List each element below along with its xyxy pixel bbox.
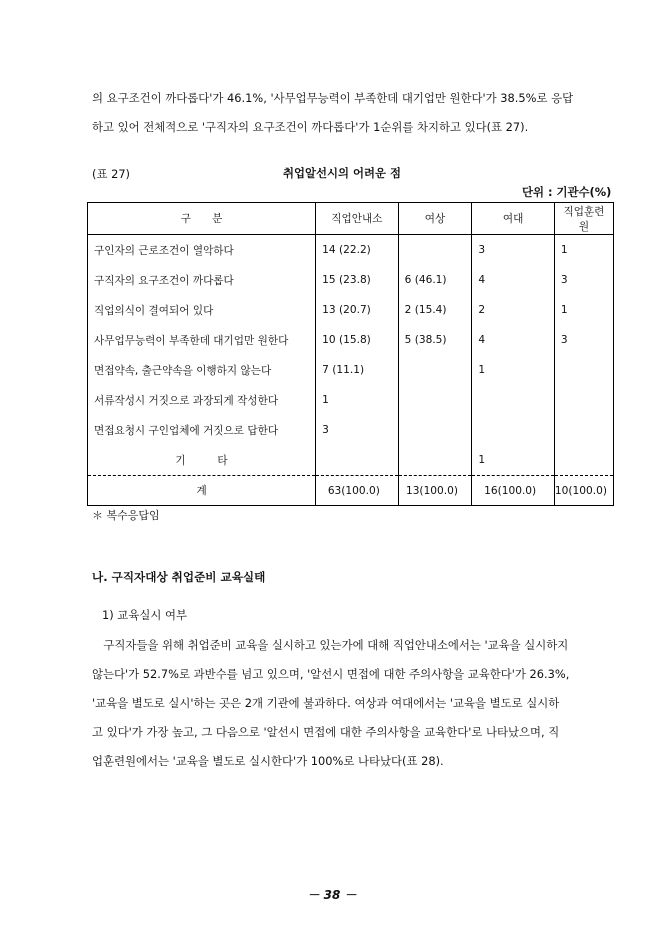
subsection-heading: 1) 교육실시 여부 — [102, 608, 187, 622]
difficulties-table — [87, 202, 614, 506]
cell: 4 — [472, 265, 555, 295]
total-cell: 16(100.0) — [472, 476, 555, 506]
row-label: 기 타 — [175, 454, 228, 467]
intro-paragraph — [92, 84, 622, 142]
cell: 1 — [554, 295, 613, 325]
body-line: '교육을 별도로 실시'하는 곳은 2개 기관에 불과하다. 여상과 여대에서는 '교육을 별도로 실시하 — [92, 696, 560, 710]
cell: 3 — [472, 235, 555, 266]
total-cell: 13(100.0) — [398, 476, 472, 506]
cell: 3 — [554, 265, 613, 295]
cell: 2 (15.4) — [398, 295, 472, 325]
table-row — [88, 325, 614, 355]
cell — [398, 385, 472, 415]
header-job-agency: 직업안내소 — [316, 203, 398, 235]
cell: 3 — [316, 415, 398, 445]
cell — [554, 355, 613, 385]
body-line: 업훈련원에서는 '교육을 별도로 실시한다'가 100%로 나타났다(표 28). — [92, 754, 444, 768]
body-line: 구직자들을 위해 취업준비 교육을 실시하고 있는가에 대해 직업안내소에서는 '교육을 실시하지 — [92, 638, 569, 652]
header-vocational-center: 직업훈련원 — [554, 203, 613, 235]
cell: 1 — [554, 235, 613, 266]
cell: 2 — [472, 295, 555, 325]
cell — [554, 385, 613, 415]
body-paragraph — [92, 631, 622, 776]
header-category: 구 분 — [88, 203, 316, 235]
total-label: 계 — [88, 476, 316, 506]
intro-line: 의 요구조건이 까다롭다'가 46.1%, '사무업무능력이 부족한데 대기업만 원한다'가 38.5%로 응답 — [92, 91, 574, 105]
cell: 3 — [554, 325, 613, 355]
page-number: － 38 － — [307, 888, 357, 902]
total-cell: 10(100.0) — [554, 476, 613, 506]
cell: 1 — [472, 445, 555, 476]
row-label: 서류작성시 거짓으로 과장되게 작성한다 — [94, 394, 279, 407]
cell: 10 (15.8) — [316, 325, 398, 355]
body-line: 고 있다'가 가장 높고, 그 다음으로 '알선시 면접에 대한 주의사항을 교육한다'로 나타났으며, 직 — [92, 725, 560, 739]
table-row — [88, 235, 614, 266]
row-label: 면접약속, 출근약속을 이행하지 않는다 — [94, 364, 272, 377]
cell — [398, 415, 472, 445]
row-label: 면접요청시 구인업체에 거짓으로 답한다 — [94, 424, 279, 437]
section-heading: 나. 구직자대상 취업준비 교육실태 — [92, 570, 266, 584]
table-row — [88, 355, 614, 385]
cell — [554, 415, 613, 445]
table-row — [88, 445, 614, 476]
cell — [398, 355, 472, 385]
cell — [398, 445, 472, 476]
cell: 15 (23.8) — [316, 265, 398, 295]
header-womens-college: 여대 — [472, 203, 555, 235]
cell: 6 (46.1) — [398, 265, 472, 295]
cell: 4 — [472, 325, 555, 355]
total-cell: 63(100.0) — [316, 476, 398, 506]
cell: 13 (20.7) — [316, 295, 398, 325]
table-row — [88, 295, 614, 325]
cell — [398, 235, 472, 266]
table-row — [88, 415, 614, 445]
table-header-row — [88, 203, 614, 235]
header-girls-commercial-hs: 여상 — [398, 203, 472, 235]
cell — [554, 445, 613, 476]
table-row — [88, 265, 614, 295]
table-unit: 단위 : 기관수(%) — [522, 185, 612, 199]
table-total-row — [88, 476, 614, 506]
intro-line: 하고 있어 전체적으로 '구직자의 요구조건이 까다롭다'가 1순위를 차지하고 있다(표 27). — [92, 120, 529, 134]
cell — [316, 445, 398, 476]
cell: 7 (11.1) — [316, 355, 398, 385]
body-line: 않는다'가 52.7%로 과반수를 넘고 있으며, '알선시 면접에 대한 주의사항을 교육한다'가 26.3%, — [92, 667, 570, 681]
cell: 1 — [316, 385, 398, 415]
row-label: 직업의식이 결여되어 있다 — [94, 304, 214, 317]
table-row — [88, 385, 614, 415]
table-label: (표 27) — [92, 167, 131, 181]
row-label: 구인자의 근로조건이 열악하다 — [94, 244, 234, 257]
row-label: 구직자의 요구조건이 까다롭다 — [94, 274, 234, 287]
cell: 5 (38.5) — [398, 325, 472, 355]
cell — [472, 385, 555, 415]
row-label: 사무업무능력이 부족한데 대기업만 원한다 — [94, 334, 289, 347]
table-title: 취업알선시의 어려운 점 — [283, 166, 401, 180]
cell: 1 — [472, 355, 555, 385]
cell — [472, 415, 555, 445]
cell: 14 (22.2) — [316, 235, 398, 266]
footnote: ＊ 복수응답임 — [92, 509, 160, 522]
